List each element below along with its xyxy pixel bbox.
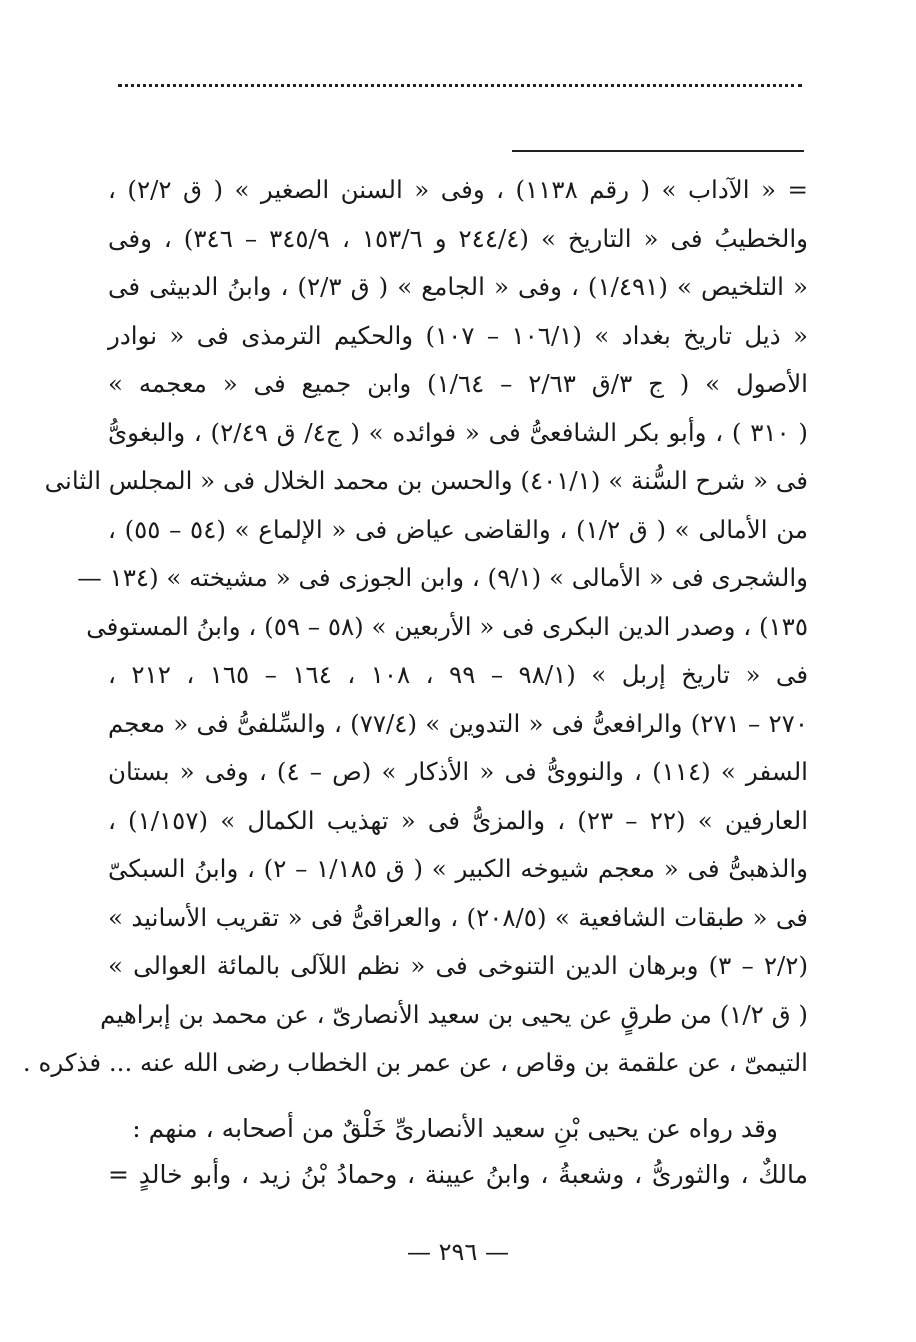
- page-number: — ٢٩٦ —: [407, 1238, 509, 1266]
- footnote-line: والذهبىُّ فى « معجم شيوخه الكبير » ( ق ١/١٨٥ – ٢) ، وابنُ السبكىّ: [108, 854, 808, 883]
- footnote-line: فى « طبقات الشافعية » (٢٠٨/٥) ، والعراقىُّ فى « تقريب الأسانيد »: [108, 902, 808, 932]
- footnote-line: ( ٣١٠ ) ، وأبو بكر الشافعىُّ فى « فوائده » ( ج٤/ ق ٢/٤٩) ، والبغوىُّ: [108, 417, 808, 447]
- footnote-line: الأصول » ( ج ٣/ق ٢/٦٣ – ١/٦٤) وابن جميع فى « معجمه »: [108, 369, 808, 398]
- footnote-line: « التلخيص » (١/٤٩١) ، وفى « الجامع » ( ق ٢/٣) ، وابنُ الدبيثى فى: [108, 272, 809, 301]
- main-text-line: مالكٌ ، والثورىُّ ، وشعبةُ ، وابنُ عيينة ، وحمادُ بْنُ زيد ، وأبو خالدٍ =: [108, 1160, 808, 1189]
- footnote-line: (٢/٢ – ٣) وبرهان الدين التنوخى فى « نظم اللآلى بالمائة العوالى »: [108, 951, 808, 980]
- footnote-line: التيمىّ ، عن علقمة بن وقاص ، عن عمر بن الخطاب رضى الله عنه ... فذكره .: [22, 1048, 808, 1077]
- footnote-line: والخطيبُ فى « التاريخ » (٢٤٤/٤ و ١٥٣/٦ ، ٣٤٥/٩ – ٣٤٦) ، وفى: [108, 223, 809, 253]
- footnote-line: فى « شرح السُّنة » (٤٠١/١) والحسن بن محمد الخلال فى « المجلس الثانى: [44, 466, 808, 495]
- main-text-block: [108, 1106, 808, 1198]
- footnote-line: فى « تاريخ إربل » (٩٨/١ – ٩٩ ، ١٠٨ ، ١٦٤ – ١٦٥ ، ٢١٢ ،: [108, 660, 809, 689]
- footnote-line: « ذيل تاريخ بغداد » (١٠٦/١ – ١٠٧) والحكيم الترمذى فى « نوادر: [108, 320, 808, 350]
- footnote-separator-rule: [512, 150, 804, 152]
- footnote-line: السفر » (١١٤) ، والنووىُّ فى « الأذكار » (ص – ٤) ، وفى « بستان: [108, 757, 808, 786]
- footnote-line: = « الآداب » ( رقم ١١٣٨) ، وفى « السنن الصغير » ( ق ٢/٢) ،: [108, 175, 808, 204]
- footnote-line: العارفين » (٢٢ – ٢٣) ، والمزىُّ فى « تهذيب الكمال » (١/١٥٧) ،: [108, 805, 809, 835]
- main-text-line: وقد رواه عن يحيى بْنِ سعيد الأنصارىِّ خَلْقٌ من أصحابه ، منهم :: [132, 1114, 778, 1143]
- footnote-line: ١٣٥) ، وصدر الدين البكرى فى « الأربعين » (٥٨ – ٥٩) ، وابنُ المستوفى: [86, 611, 808, 641]
- footnote-line: ٢٧٠ – ٢٧١) والرافعىُّ فى « التدوين » (٧٧/٤) ، والسِّلفىُّ فى « معجم: [108, 708, 808, 738]
- header-dotted-rule: [118, 84, 802, 87]
- footnote-line: من الأمالى » ( ق ١/٢) ، والقاضى عياض فى « الإلماع » (٥٤ – ٥٥) ،: [108, 514, 808, 544]
- footnote-line: ( ق ١/٢) من طرقٍ عن يحيى بن سعيد الأنصارىّ ، عن محمد بن إبراهيم: [100, 999, 808, 1029]
- footnote-line: والشجرى فى « الأمالى » (٩/١) ، وابن الجوزى فى « مشيخته » (١٣٤ —: [77, 563, 808, 592]
- footnote-block: [22, 166, 809, 1088]
